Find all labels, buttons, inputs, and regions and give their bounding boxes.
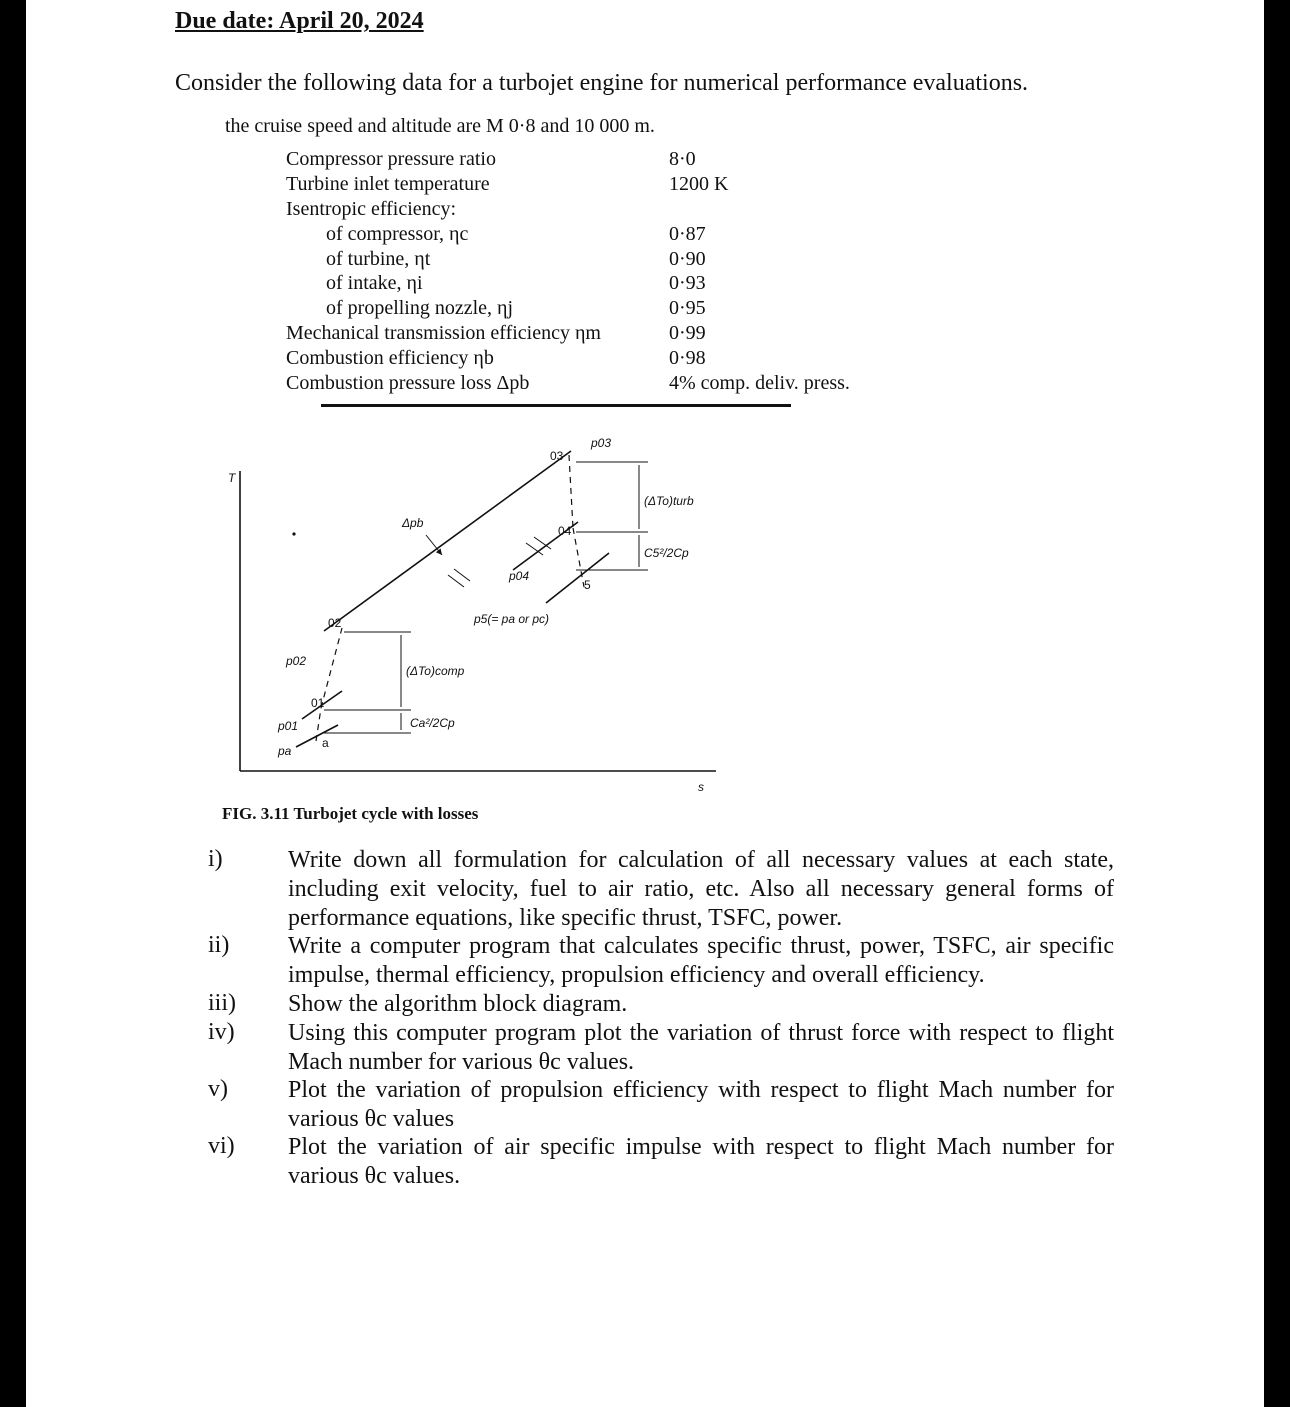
data-value: 4% comp. deliv. press. — [669, 372, 850, 394]
p04-label: p04 — [509, 569, 530, 583]
data-label: Mechanical transmission efficiency ηm — [286, 322, 601, 344]
data-value: 0·99 — [669, 322, 706, 344]
state-a-label: a — [322, 736, 329, 750]
state-04-label: 04 — [558, 524, 572, 538]
data-label: Combustion efficiency ηb — [286, 347, 494, 369]
p5-label: p5(= pa or pc) — [474, 612, 550, 626]
data-label: Compressor pressure ratio — [286, 148, 496, 170]
question-number: v) — [208, 1076, 228, 1102]
state-02-label: 02 — [328, 616, 342, 630]
data-value: 0·93 — [669, 272, 706, 294]
question-number: vi) — [208, 1133, 235, 1159]
question-number: ii) — [208, 932, 230, 958]
state-03-label: 03 — [550, 449, 564, 463]
dpb-label: Δpb — [402, 516, 424, 530]
question-text: Write down all formulation for calculation of all necessary values at each state, including exit velocity, fuel to air ratio, etc. Also all necessary general forms of performance equations, like specific thrust, TSFC, power. — [288, 847, 1114, 931]
data-label: of turbine, ηt — [326, 248, 431, 270]
due-date-heading: Due date: April 20, 2024 — [175, 8, 424, 34]
table-rule — [321, 404, 791, 407]
pa-label: pa — [278, 744, 292, 758]
data-label: Turbine inlet temperature — [286, 173, 490, 195]
data-value: 0·90 — [669, 248, 706, 270]
isobar-p5 — [546, 553, 609, 603]
t-axis-label: T — [228, 471, 236, 485]
data-value: 8·0 — [669, 148, 696, 170]
question-text: Using this computer program plot the variation of thrust force with respect to flight Mach number for various θc values. — [288, 1020, 1114, 1075]
question-text: Show the algorithm block diagram. — [288, 991, 628, 1017]
question-number: i) — [208, 846, 223, 872]
figure-caption: FIG. 3.11 Turbojet cycle with losses — [222, 804, 479, 823]
c5-label: C5²/2Cp — [644, 546, 689, 560]
intro-paragraph: Consider the following data for a turbojet engine for numerical performance evaluations. — [175, 70, 1029, 96]
turbine-process — [569, 455, 573, 528]
data-label: of compressor, ηc — [326, 223, 469, 245]
s-axis-label: s — [698, 780, 704, 794]
dt-turb-label: (ΔTo)turb — [644, 494, 694, 508]
p03-label: p03 — [591, 436, 612, 450]
question-text: Plot the variation of propulsion efficiency with respect to flight Mach number for various θc values — [288, 1077, 1114, 1132]
data-value: 0·95 — [669, 297, 706, 319]
isobar-p02-p03 — [324, 451, 571, 631]
data-label: Isentropic efficiency: — [286, 198, 457, 220]
data-value: 0·87 — [669, 223, 706, 245]
question-text: Write a computer program that calculates specific thrust, power, TSFC, air specific impulse, thermal efficiency, propulsion efficiency and overall efficiency. — [288, 933, 1114, 988]
question-number: iv) — [208, 1019, 235, 1045]
ca-label: Ca²/2Cp — [410, 716, 455, 730]
data-label: Combustion pressure loss Δpb — [286, 372, 530, 394]
data-label: of intake, ηi — [326, 272, 423, 294]
dt-comp-label: (ΔTo)comp — [406, 664, 465, 678]
document-page — [26, 0, 1264, 1407]
state-5-label: 5 — [584, 578, 591, 592]
cruise-conditions: the cruise speed and altitude are M 0·8 and 10 000 m. — [225, 115, 655, 137]
ts-diagram — [216, 425, 736, 800]
state-01-label: 01 — [311, 696, 325, 710]
data-label: of propelling nozzle, ηj — [326, 297, 514, 319]
data-value: 1200 K — [669, 173, 729, 195]
p02-label: p02 — [286, 654, 307, 668]
p01-label: p01 — [278, 719, 299, 733]
data-value: 0·98 — [669, 347, 706, 369]
question-text: Plot the variation of air specific impulse with respect to flight Mach number for various θc values. — [288, 1134, 1114, 1189]
question-number: iii) — [208, 990, 236, 1016]
